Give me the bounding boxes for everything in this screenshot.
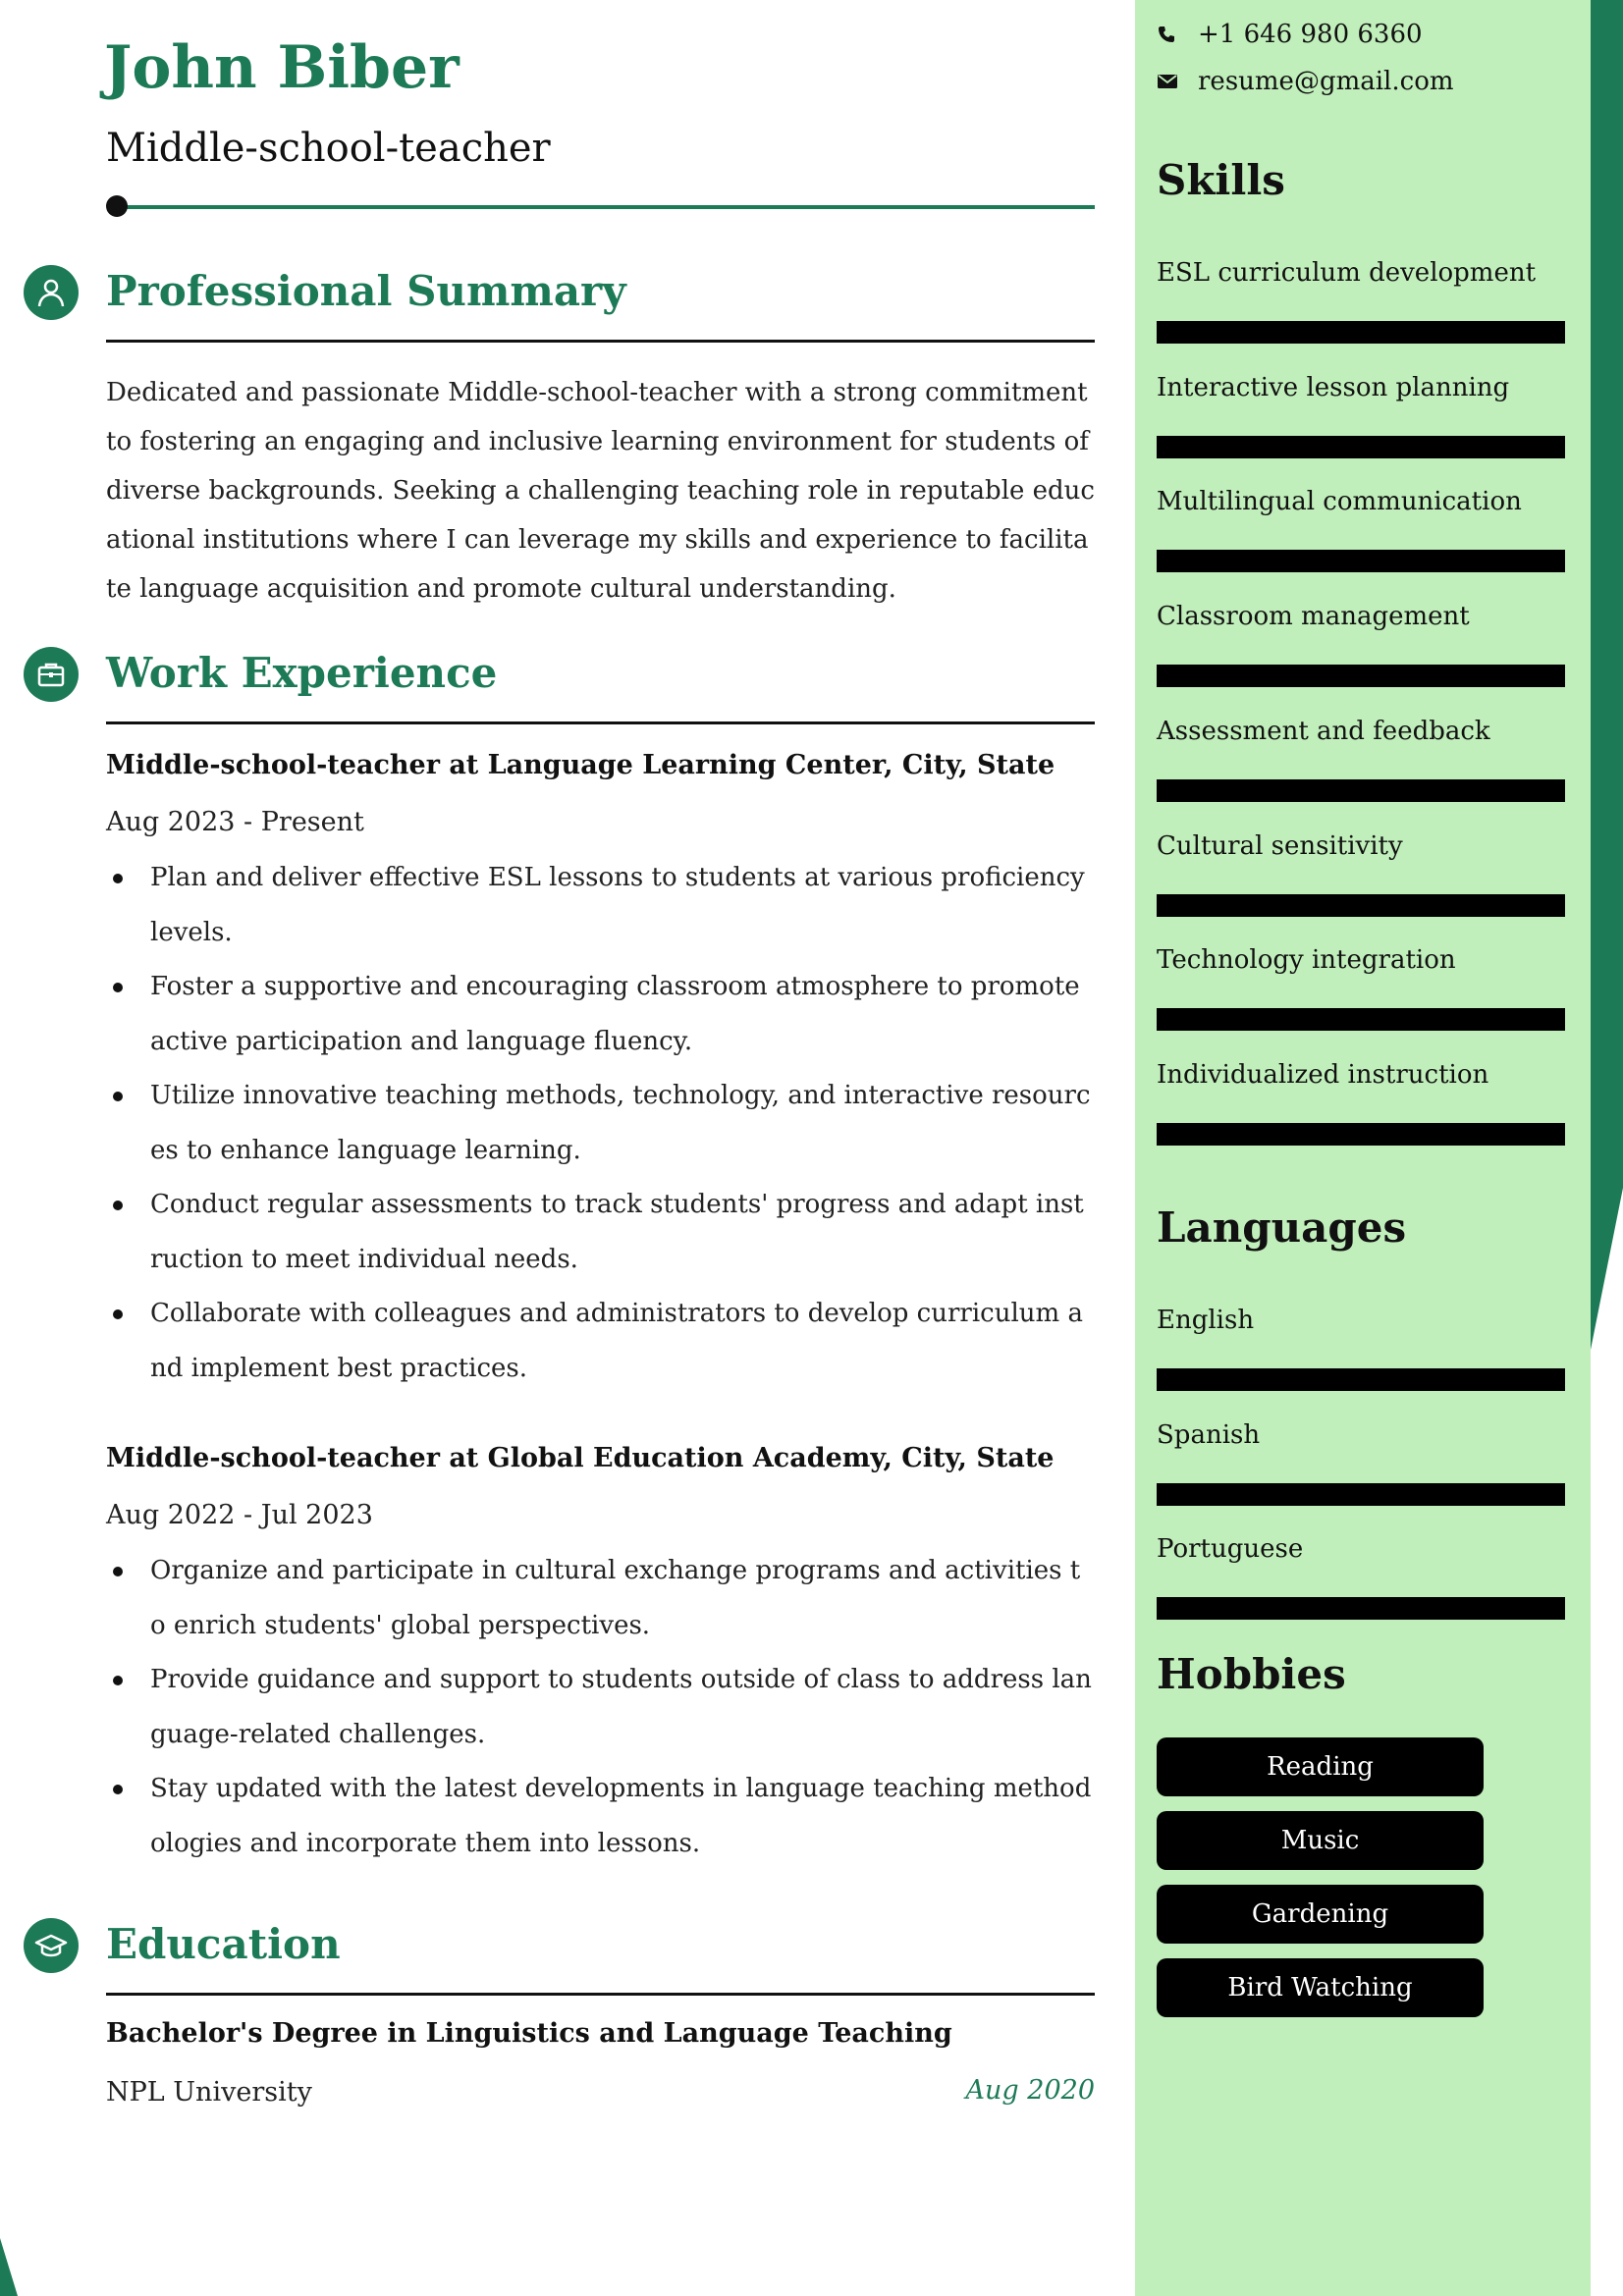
education-degree: Bachelor's Degree in Linguistics and Language Teaching: [106, 2018, 952, 2049]
email-address: resume@gmail.com: [1198, 67, 1454, 96]
hobby-pill: Music: [1157, 1811, 1484, 1870]
skills-heading: Skills: [1157, 156, 1285, 204]
skill-level-fill: [1160, 1371, 1562, 1388]
skill-label: Classroom management: [1157, 602, 1470, 632]
list-item: Organize and participate in cultural exchange programs and activities to enrich students' global perspectives.: [106, 1544, 1095, 1653]
list-item: Provide guidance and support to students outside of class to address language-related challenges.: [106, 1653, 1095, 1762]
skill-level-fill: [1160, 439, 1562, 455]
job-dates: Aug 2022 - Jul 2023: [106, 1500, 373, 1530]
skill-level-bar: [1157, 894, 1565, 917]
skill-level-bar: [1157, 1368, 1565, 1391]
envelope-icon: [1157, 71, 1178, 92]
candidate-name: John Biber: [104, 33, 460, 102]
corner-decoration: [0, 2238, 39, 2296]
candidate-title: Middle-school-teacher: [106, 126, 551, 171]
skill-label: Cultural sensitivity: [1157, 830, 1403, 861]
skill-level-fill: [1160, 1600, 1562, 1617]
skill-level-bar: [1157, 550, 1565, 572]
skill-level-bar: [1157, 321, 1565, 344]
briefcase-icon: [24, 647, 79, 702]
skill-level-bar: [1157, 1123, 1565, 1146]
sidebar: [1135, 0, 1591, 2296]
skill-label: Spanish: [1157, 1419, 1261, 1450]
skill-label: ESL curriculum development: [1157, 258, 1537, 288]
skill-label: Technology integration: [1157, 945, 1456, 976]
hobby-pill: Bird Watching: [1157, 1958, 1484, 2017]
skill-label: English: [1157, 1306, 1255, 1335]
list-item: Collaborate with colleagues and administrators to develop curriculum and implement best practices.: [106, 1287, 1095, 1396]
hobby-pill: Reading: [1157, 1737, 1484, 1796]
header-divider-dot: [106, 195, 128, 217]
skill-level-bar: [1157, 1483, 1565, 1506]
job-dates: Aug 2023 - Present: [106, 807, 364, 837]
languages-heading: Languages: [1157, 1203, 1407, 1252]
skill-label: Multilingual communication: [1157, 487, 1522, 517]
experience-heading: Work Experience: [106, 649, 498, 697]
phone-icon: [1157, 24, 1178, 45]
job-title: Middle-school-teacher at Global Education Academy, City, State: [106, 1443, 1055, 1473]
skill-level-fill: [1160, 897, 1562, 914]
list-item: Foster a supportive and encouraging classroom atmosphere to promote active participation and language fluency.: [106, 960, 1095, 1069]
skill-level-fill: [1160, 1011, 1562, 1028]
list-item: Plan and deliver effective ESL lessons to students at various proficiency levels.: [106, 851, 1095, 960]
hobby-pill: Gardening: [1157, 1885, 1484, 1944]
summary-heading: Professional Summary: [106, 267, 626, 315]
person-icon: [24, 265, 79, 320]
skill-level-fill: [1160, 667, 1562, 684]
job-bullets: [106, 851, 1095, 1396]
contact-phone: [1157, 20, 1423, 49]
skill-label: Individualized instruction: [1157, 1059, 1489, 1090]
skill-label: Interactive lesson planning: [1157, 372, 1510, 402]
skill-label: Assessment and feedback: [1157, 716, 1490, 746]
skill-level-fill: [1160, 324, 1562, 341]
header-divider: [117, 205, 1095, 209]
phone-number: +1 646 980 6360: [1198, 20, 1423, 49]
job-title: Middle-school-teacher at Language Learning Center, City, State: [106, 750, 1055, 780]
skill-level-fill: [1160, 782, 1562, 799]
education-heading: Education: [106, 1920, 341, 1968]
contact-email: [1157, 67, 1454, 96]
list-item: Utilize innovative teaching methods, technology, and interactive resources to enhance language learning.: [106, 1069, 1095, 1178]
education-date: Aug 2020: [965, 2075, 1095, 2106]
skill-label: Portuguese: [1157, 1534, 1304, 1565]
skill-level-fill: [1160, 553, 1562, 569]
skill-level-bar: [1157, 1597, 1565, 1620]
skill-level-fill: [1160, 1486, 1562, 1503]
education-school: NPL University: [106, 2077, 312, 2108]
skill-level-bar: [1157, 779, 1565, 802]
hobbies-heading: Hobbies: [1157, 1650, 1346, 1698]
list-item: Stay updated with the latest developments in language teaching methodologies and incorporate them into lessons.: [106, 1762, 1095, 1871]
skill-level-bar: [1157, 665, 1565, 687]
skill-level-fill: [1160, 1126, 1562, 1143]
summary-divider: [106, 340, 1095, 343]
summary-text: Dedicated and passionate Middle-school-teacher with a strong commitment to fostering an engaging and inclusive learning environment for students of diverse backgrounds. Seeking a challenging teaching role in reputable educational institutions where I can leverage my skills and experience to facilitate language acquisition and promote cultural understanding.: [106, 378, 1095, 604]
skill-level-bar: [1157, 1008, 1565, 1031]
job-bullets: [106, 1544, 1095, 1871]
experience-divider: [106, 721, 1095, 724]
right-decoration: [1591, 0, 1623, 2296]
graduation-cap-icon: [24, 1918, 79, 1973]
skill-level-bar: [1157, 436, 1565, 458]
education-divider: [106, 1993, 1095, 1996]
list-item: Conduct regular assessments to track students' progress and adapt instruction to meet individual needs.: [106, 1178, 1095, 1287]
